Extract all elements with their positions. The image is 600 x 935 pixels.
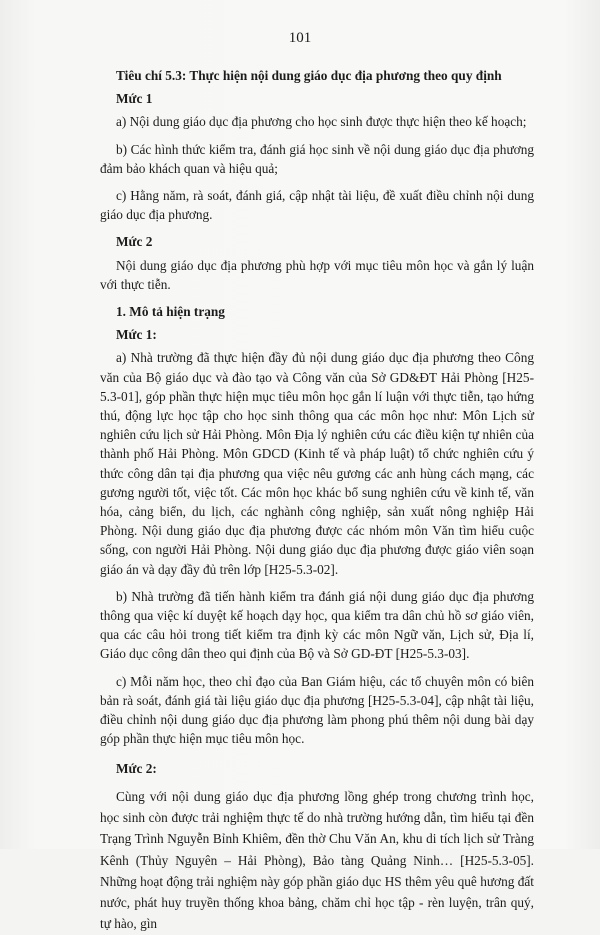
level1-heading: Mức 1 (116, 91, 153, 107)
section-paragraph-a: a) Nhà trường đã thực hiện đầy đủ nội dung giáo dục địa phương theo Công văn của Bộ giáo dục và đào tạo và Công văn của Sở GD&ĐT Hải Phòng [H25-5.3-01], góp phần thực hiện mục tiêu môn học gắn lí luận với thực tiễn, tạo hứng thú, động lực học tập cho học sinh thông qua các môn học như: Môn Lịch sử nghiên cứu lịch sử Hải Phòng. Môn Địa lý nghiên cứu các điều kiện tự nhiên của thành phố Hải Phòng. Môn GDCD (Kinh tế và pháp luật) tổ chức nghiên cứu ý thức công dân tại địa phương qua việc nêu gương các anh hùng cách mạng, các gương người tốt, việc tốt. Các môn học khác bổ sung nghiên cứu về kinh tế, văn hóa, cảng biển, du lịch, các nghành công nghiệp, sản xuất nông nghiệp Hải Phòng. Nội dung giáo dục địa phương được các nhóm môn Văn tìm hiểu cuộc sống, con người Hải Phòng. Nội dung giáo dục địa phương được giáo viên soạn giáo án và dạy đầy đủ trên lớp [H25-5.3-02]. (100, 350, 534, 577)
level2-text: Nội dung giáo dục địa phương phù hợp với mục tiêu môn học và gắn lý luận với thực tiễn. (100, 257, 534, 292)
level2-heading: Mức 2 (116, 234, 153, 250)
page-number: 101 (288, 30, 312, 46)
criterion-title: Tiêu chí 5.3: Thực hiện nội dung giáo dục địa phương theo quy định (116, 68, 502, 83)
level1-item-a: a) Nội dung giáo dục địa phương cho học sinh được thực hiện theo kế hoạch; (116, 114, 527, 130)
level1-item-c: c) Hằng năm, rà soát, đánh giá, cập nhật tài liệu, đề xuất điều chỉnh nội dung giáo dục địa phương. (100, 188, 534, 223)
level1-item-b: b) Các hình thức kiểm tra, đánh giá học sinh về nội dung giáo dục địa phương đảm bảo khách quan và hiệu quả; (100, 141, 534, 176)
section-paragraph-b: b) Nhà trường đã tiến hành kiểm tra đánh giá nội dung giáo dục địa phương thông qua việc kí duyệt kế hoạch dạy học, qua kiểm tra dân chủ hồ sơ giáo viên, qua các câu hỏi trong tiết kiểm tra định kỳ các môn Ngữ văn, Lịch sử, Địa lí, Giáo dục công dân theo qui định của Bộ và Sở GD-ĐT [H25-5.3-03]. (100, 588, 534, 662)
document-body (100, 66, 534, 935)
section-paragraph-c: c) Mỗi năm học, theo chỉ đạo của Ban Giám hiệu, các tổ chuyên môn có biên bản rà soát, đánh giá tài liệu giáo dục địa phương [H25-5.3-04], cập nhật tài liệu, điều chỉnh nội dung giáo dục địa phương làm phong phú thêm nội dung bài dạy góp phần thực hiện mục tiêu môn học. (100, 673, 534, 747)
section-level2-text: Cùng với nội dung giáo dục địa phương lồng ghép trong chương trình học, học sinh còn được trải nghiệm thực tế do nhà trường hướng dẫn, tìm hiểu tại đền Trạng Trình Nguyễn Bỉnh Khiêm, đền thờ Chu Văn An, khu di tích lịch sử Tràng Kênh (Thủy Nguyên – Hải Phòng), Bảo tàng Quảng Ninh… [H25-5.3-05]. Những hoạt động trải nghiệm này góp phần giáo dục HS thêm yêu quê hương đất nước, phát huy truyền thống khoa bảng, chăm chỉ học tập - rèn luyện, trân quý, tự hào, gìn (100, 788, 534, 932)
section-level2-heading: Mức 2: (116, 760, 157, 776)
section-heading-description: 1. Mô tả hiện trạng (116, 304, 225, 320)
section-level1-heading: Mức 1: (116, 327, 157, 343)
